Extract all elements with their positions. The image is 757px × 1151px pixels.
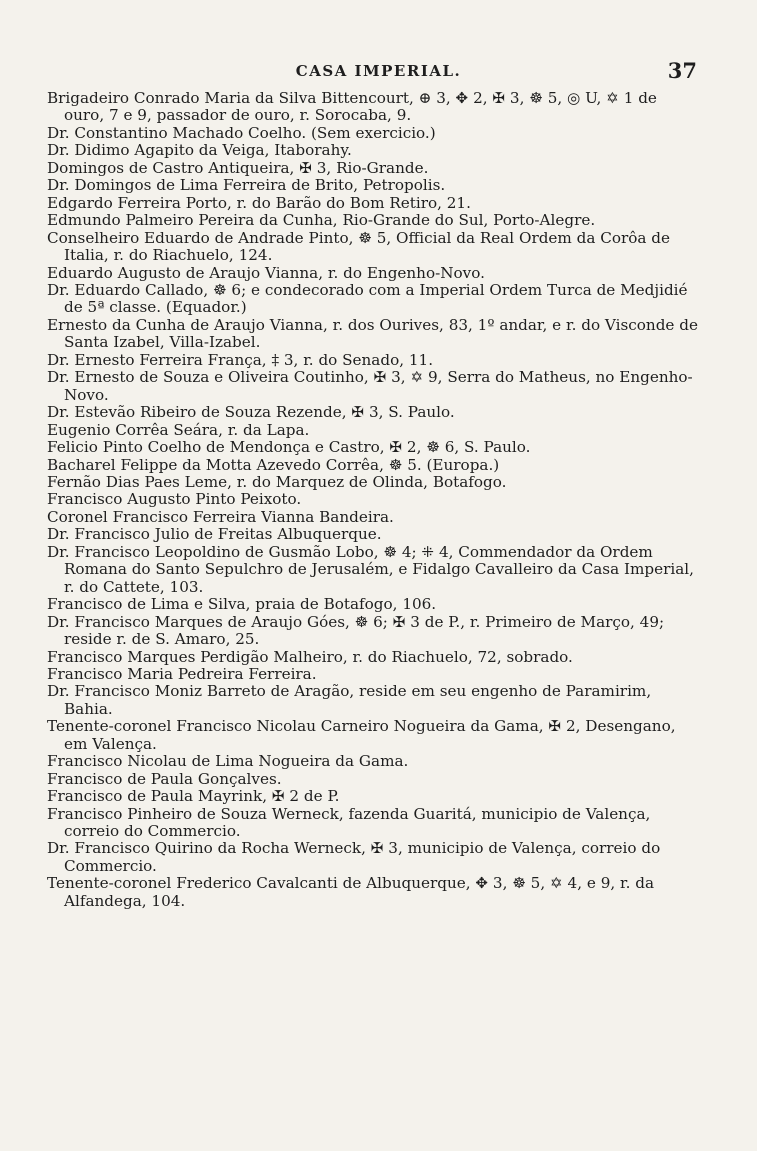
entry: Dr. Eduardo Callado, ☸ 6; e condecorado com a Imperial Ordem Turca de Medjidié de 5ª classe. (Equador.) <box>47 280 688 317</box>
entry: Dr. Francisco Moniz Barreto de Aragão, reside em seu engenho de Paramirim, Bahia. <box>47 682 652 718</box>
entry: Tenente-coronel Francisco Nicolau Carneiro Nogueira da Gama, ✠ 2, Desengano, em Valença. <box>47 717 676 753</box>
entry: Dr. Didimo Agapito da Veiga, Itaborahy. <box>47 141 352 160</box>
entry: Tenente-coronel Frederico Cavalcanti de Albuquerque, ✥ 3, ☸ 5, ✡ 4, e 9, r. da Alfandega, 104. <box>47 874 655 910</box>
entry: Bacharel Felippe da Motta Azevedo Corrêa, ☸ 5. (Europa.) <box>47 455 500 474</box>
entry: Francisco Pinheiro de Souza Werneck, fazenda Guaritá, municipio de Valença, correio do Commercio. <box>47 804 651 841</box>
entry: Dr. Francisco Julio de Freitas Albuquerque. <box>47 525 382 544</box>
entry: Francisco Marques Perdigão Malheiro, r. do Riachuelo, 72, sobrado. <box>47 647 573 666</box>
entry: Felicio Pinto Coelho de Mendonça e Castro, ✠ 2, ☸ 6, S. Paulo. <box>47 438 531 457</box>
entry: Fernão Dias Paes Leme, r. do Marquez de Olinda, Botafogo. <box>47 472 507 491</box>
entry: Dr. Francisco Leopoldino de Gusmão Lobo, ☸ 4; ⁜ 4, Commendador da Ordem Romana do Santo Sepulchro de Jerusalém, e Fidalgo Cavalleiro da Casa Imperial, r. do Cattete, 103. <box>47 542 694 596</box>
entry: Ernesto da Cunha de Araujo Vianna, r. dos Ourives, 83, 1º andar, e r. do Visconde de Santa Izabel, Villa-Izabel. <box>47 315 698 352</box>
entry: Edgardo Ferreira Porto, r. do Barão do Bom Retiro, 21. <box>47 193 471 212</box>
entry: Eugenio Corrêa Seára, r. da Lapa. <box>47 420 310 439</box>
entry: Edmundo Palmeiro Pereira da Cunha, Rio-Grande do Sul, Porto-Alegre. <box>47 211 596 230</box>
entry: Francisco Nicolau de Lima Nogueira da Gama. <box>47 752 409 771</box>
entry: Conselheiro Eduardo de Andrade Pinto, ☸ 5, Official da Real Ordem da Corôa de Italia, r. do Riachuelo, 124. <box>47 228 671 265</box>
entry: Coronel Francisco Ferreira Vianna Bandeira. <box>47 507 394 526</box>
entry: Brigadeiro Conrado Maria da Silva Bittencourt, ⊕ 3, ✥ 2, ✠ 3, ☸ 5, ◎ U, ✡ 1 de ouro, 7 e 9, passador de ouro, r. Sorocaba, 9. <box>47 89 657 125</box>
entry: Dr. Ernesto de Souza e Oliveira Coutinho, ✠ 3, ✡ 9, Serra do Matheus, no Engenho-Novo. <box>47 368 693 404</box>
entry: Francisco de Paula Gonçalves. <box>47 769 282 788</box>
entry: Francisco Augusto Pinto Peixoto. <box>47 490 302 509</box>
entry: Dr. Estevão Ribeiro de Souza Rezende, ✠ 3, S. Paulo. <box>47 403 455 422</box>
page-number: 37 <box>667 58 697 83</box>
page-header <box>0 58 757 84</box>
entry: Dr. Ernesto Ferreira França, ‡ 3, r. do Senado, 11. <box>47 350 434 369</box>
entry: Dr. Constantino Machado Coelho. (Sem exercicio.) <box>47 123 436 142</box>
directory-entries <box>47 90 699 910</box>
entry: Dr. Francisco Marques de Araujo Góes, ☸ 6; ✠ 3 de P., r. Primeiro de Março, 49; reside r. de S. Amaro, 25. <box>47 612 665 649</box>
entry: Dr. Francisco Quirino da Rocha Werneck, ✠ 3, municipio de Valença, correio do Commercio. <box>47 839 661 875</box>
entry: Francisco de Paula Mayrink, ✠ 2 de P. <box>47 787 340 806</box>
running-title: CASA IMPERIAL. <box>295 62 462 80</box>
entry: Francisco Maria Pedreira Ferreira. <box>47 664 317 683</box>
entry: Domingos de Castro Antiqueira, ✠ 3, Rio-Grande. <box>47 158 429 177</box>
entry: Dr. Domingos de Lima Ferreira de Brito, Petropolis. <box>47 176 446 195</box>
entry: Eduardo Augusto de Araujo Vianna, r. do Engenho-Novo. <box>47 263 485 282</box>
entry: Francisco de Lima e Silva, praia de Botafogo, 106. <box>47 595 437 614</box>
